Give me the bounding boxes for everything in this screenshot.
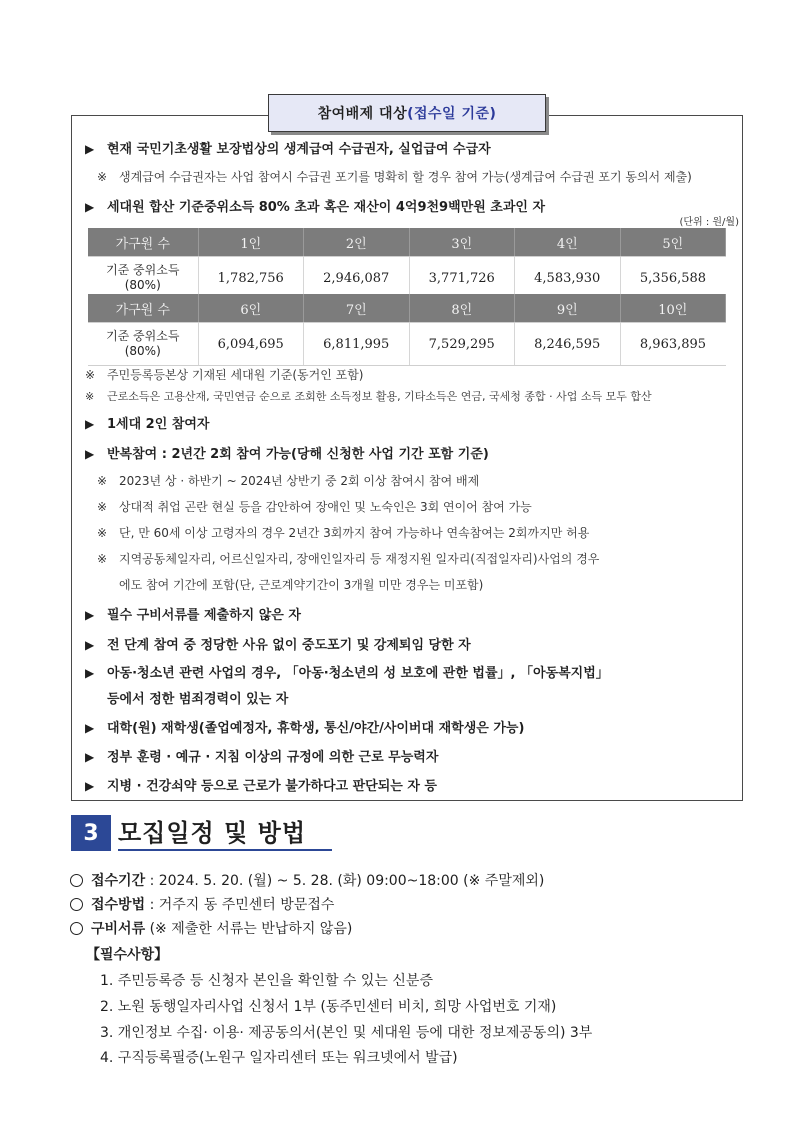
triangle-bullet-icon: ▶ xyxy=(85,779,95,793)
period-row: 접수기간 : 2024. 5. 20. (월) ~ 5. 28. (화) 09:00~18:00 (※ 주말제외) xyxy=(70,870,544,890)
docs-row: 구비서류 (※ 제출한 서류는 반납하지 않음) xyxy=(70,918,352,938)
table-cell: 8인 xyxy=(409,294,515,323)
table-label-size: 가구원 수 xyxy=(88,294,198,323)
list-item: 2. 노원 동행일자리사업 신청서 1부 (동주민센터 비치, 희망 사업번호 기재) xyxy=(100,999,557,1015)
table-cell: 6인 xyxy=(198,294,304,323)
list-item: 1. 주민등록증 등 신청자 본인을 확인할 수 있는 신분증 xyxy=(100,973,433,989)
table-cell: 3,771,726 xyxy=(409,257,515,300)
triangle-bullet-icon: ▶ xyxy=(85,638,95,652)
required-heading: 【필수사항】 xyxy=(86,947,169,963)
note-6: ※ 단, 만 60세 이상 고령자의 경우 2년간 3회까지 참여 가능하나 연속참여는 2회까지만 허용 xyxy=(97,526,590,540)
item-7: ▶ 아동·청소년 관련 사업의 경우, 「아동·청소년의 성 보호에 관한 법률」, 「아동복지법」 xyxy=(85,666,609,681)
table-cell: 6,094,695 xyxy=(198,323,304,366)
method-row: 접수방법 : 거주지 동 주민센터 방문접수 xyxy=(70,894,334,914)
triangle-bullet-icon: ▶ xyxy=(85,666,95,680)
unit-label: (단위 : 원/월) xyxy=(679,217,739,228)
note-7-cont: 에도 참여 기간에 포함(단, 근로계약기간이 3개월 미만 경우는 미포함) xyxy=(119,578,484,592)
list-item: 3. 개인정보 수집· 이용· 제공동의서(본인 및 세대원 등에 대한 정보제공동의) 3부 xyxy=(100,1025,593,1041)
note-2: ※ 주민등록등본상 기재된 세대원 기준(동거인 포함) xyxy=(85,368,364,382)
table-row xyxy=(88,323,726,366)
triangle-bullet-icon: ▶ xyxy=(85,750,95,764)
table-cell: 3인 xyxy=(409,228,515,257)
item-3: ▶ 1세대 2인 참여자 xyxy=(85,417,210,432)
table-cell: 4,583,930 xyxy=(515,257,621,300)
table-head-row xyxy=(88,228,726,257)
item-7-cont: 등에서 정한 범죄경력이 있는 자 xyxy=(107,692,289,707)
table-cell: 7인 xyxy=(304,294,410,323)
circle-bullet-icon xyxy=(70,922,83,935)
box-title xyxy=(268,94,546,132)
section-title: 모집일정 및 방법 xyxy=(118,819,306,847)
table-label-income: 기준 중위소득 (80%) xyxy=(88,257,198,300)
note-5: ※ 상대적 취업 곤란 현실 등을 감안하여 장애인 및 노숙인은 3회 연이어 참여 가능 xyxy=(97,500,532,514)
note-7: ※ 지역공동체일자리, 어르신일자리, 장애인일자리 등 재정지원 일자리(직접일자리)사업의 경우 xyxy=(97,552,600,566)
list-item: 4. 구직등록필증(노원구 일자리센터 또는 워크넷에서 발급) xyxy=(100,1050,458,1066)
box-title-highlight: (접수일 기준) xyxy=(407,106,497,122)
section-number: 3 xyxy=(71,815,111,851)
note-3: ※ 근로소득은 고용산재, 국민연금 순으로 조회한 소득정보 활용, 기타소득은 연금, 국세청 종합 · 사업 소득 모두 합산 xyxy=(85,390,652,403)
item-10: ▶ 지병 · 건강쇠약 등으로 근로가 불가하다고 판단되는 자 등 xyxy=(85,779,437,794)
item-9: ▶ 정부 훈령 · 예규 · 지침 이상의 규정에 의한 근로 무능력자 xyxy=(85,750,439,765)
item-6: ▶ 전 단계 참여 중 정당한 사유 없이 중도포기 및 강제퇴임 당한 자 xyxy=(85,638,471,653)
item-1: ▶ 현재 국민기초생활 보장법상의 생계급여 수급권자, 실업급여 수급자 xyxy=(85,142,491,157)
table-cell: 7,529,295 xyxy=(409,323,515,366)
circle-bullet-icon xyxy=(70,898,83,911)
income-table-a xyxy=(88,228,726,300)
table-cell: 1인 xyxy=(198,228,304,257)
table-label-size: 가구원 수 xyxy=(88,228,198,257)
item-4: ▶ 반복참여 : 2년간 2회 참여 가능(당해 신청한 사업 기간 포함 기준) xyxy=(85,447,489,462)
circle-bullet-icon xyxy=(70,874,83,887)
table-cell: 4인 xyxy=(515,228,621,257)
table-cell: 9인 xyxy=(515,294,621,323)
item-2: ▶ 세대원 합산 기준중위소득 80% 초과 혹은 재산이 4억9천9백만원 초과인 자 xyxy=(85,200,546,215)
box-title-main: 참여배제 대상 xyxy=(317,106,408,122)
table-cell: 8,246,595 xyxy=(515,323,621,366)
triangle-bullet-icon: ▶ xyxy=(85,417,95,431)
table-cell: 5,356,588 xyxy=(620,257,726,300)
triangle-bullet-icon: ▶ xyxy=(85,608,95,622)
triangle-bullet-icon: ▶ xyxy=(85,200,95,214)
table-cell: 2인 xyxy=(304,228,410,257)
item-8: ▶ 대학(원) 재학생(졸업예정자, 휴학생, 통신/야간/사이버대 재학생은 가능) xyxy=(85,721,525,736)
table-cell: 8,963,895 xyxy=(620,323,726,366)
table-cell: 6,811,995 xyxy=(304,323,410,366)
table-cell: 2,946,087 xyxy=(304,257,410,300)
triangle-bullet-icon: ▶ xyxy=(85,142,95,156)
triangle-bullet-icon: ▶ xyxy=(85,721,95,735)
triangle-bullet-icon: ▶ xyxy=(85,447,95,461)
note-1: ※ 생계급여 수급권자는 사업 참여시 수급권 포기를 명확히 할 경우 참여 가능(생계급여 수급권 포기 동의서 제출) xyxy=(97,170,692,184)
table-cell: 1,782,756 xyxy=(198,257,304,300)
item-5: ▶ 필수 구비서류를 제출하지 않은 자 xyxy=(85,608,301,623)
section-underline xyxy=(118,849,332,851)
income-table-b xyxy=(88,294,726,366)
table-cell: 10인 xyxy=(620,294,726,323)
table-cell: 5인 xyxy=(620,228,726,257)
table-label-income: 기준 중위소득 (80%) xyxy=(88,323,198,366)
table-head-row xyxy=(88,294,726,323)
note-4: ※ 2023년 상 · 하반기 ~ 2024년 상반기 중 2회 이상 참여시 참여 배제 xyxy=(97,474,480,488)
